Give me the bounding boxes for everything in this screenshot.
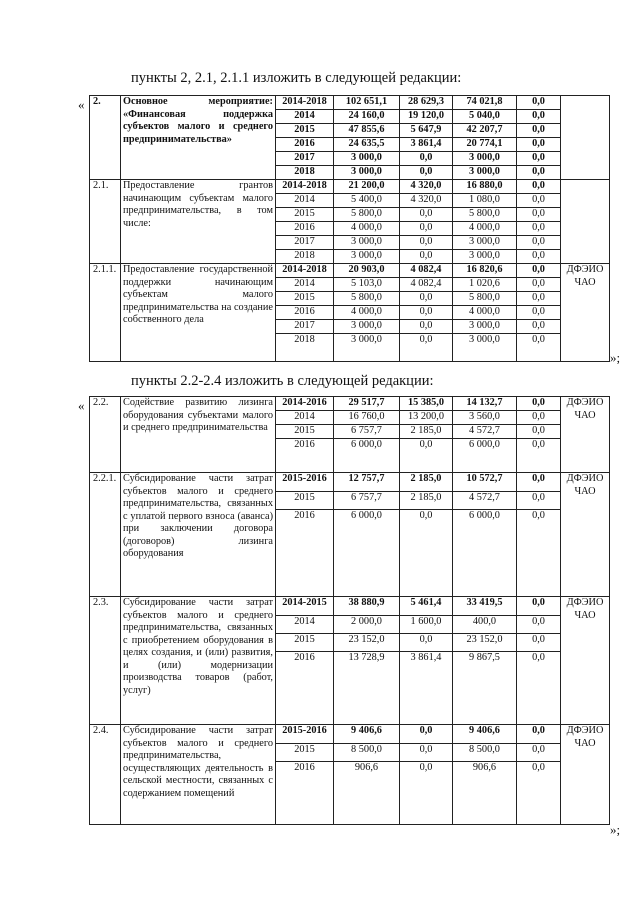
period-cell: 2015 bbox=[276, 744, 334, 762]
table-row bbox=[90, 725, 610, 744]
funding-cell: 0,0 bbox=[517, 744, 561, 762]
total-cell: 47 855,6 bbox=[334, 124, 400, 138]
funding-cell: 4 082,4 bbox=[400, 264, 453, 278]
funding-cell: 0,0 bbox=[517, 292, 561, 306]
funding-cell: 42 207,7 bbox=[453, 124, 517, 138]
total-cell: 3 000,0 bbox=[334, 250, 400, 264]
funding-cell: 8 500,0 bbox=[453, 744, 517, 762]
period-cell: 2015 bbox=[276, 208, 334, 222]
funding-cell: 3 000,0 bbox=[453, 250, 517, 264]
funding-cell: 0,0 bbox=[400, 250, 453, 264]
funding-cell: 3 000,0 bbox=[453, 236, 517, 250]
funding-cell: 0,0 bbox=[400, 306, 453, 320]
funding-cell: 0,0 bbox=[400, 320, 453, 334]
funding-cell: 3 000,0 bbox=[453, 152, 517, 166]
funding-cell: 9 406,6 bbox=[453, 725, 517, 744]
executor-cell: ДФЭИО ЧАО bbox=[561, 473, 610, 597]
funding-cell: 14 132,7 bbox=[453, 397, 517, 411]
period-cell: 2015-2016 bbox=[276, 725, 334, 744]
funding-cell: 20 774,1 bbox=[453, 138, 517, 152]
funding-cell: 1 600,0 bbox=[400, 616, 453, 634]
funding-cell: 13 200,0 bbox=[400, 411, 453, 425]
total-cell: 4 000,0 bbox=[334, 306, 400, 320]
funding-cell: 33 419,5 bbox=[453, 597, 517, 616]
funding-cell: 2 185,0 bbox=[400, 492, 453, 510]
period-cell: 2016 bbox=[276, 306, 334, 320]
funding-cell: 0,0 bbox=[517, 124, 561, 138]
funding-cell: 0,0 bbox=[517, 222, 561, 236]
funding-cell: 4 320,0 bbox=[400, 194, 453, 208]
funding-cell: 4 082,4 bbox=[400, 278, 453, 292]
funding-cell: 4 320,0 bbox=[400, 180, 453, 194]
total-cell: 24 635,5 bbox=[334, 138, 400, 152]
funding-cell: 0,0 bbox=[400, 634, 453, 652]
funding-cell: 19 120,0 bbox=[400, 110, 453, 124]
funding-cell: 0,0 bbox=[517, 725, 561, 744]
total-cell: 16 760,0 bbox=[334, 411, 400, 425]
item-description: Субсидирование части затрат субъектов малого и среднего предпринимательства, осуществляющих деятельность в сельской местности, связанных с содержанием помещений bbox=[121, 725, 276, 825]
funding-cell: 5 461,4 bbox=[400, 597, 453, 616]
funding-cell: 0,0 bbox=[517, 652, 561, 725]
table-row bbox=[90, 180, 610, 194]
period-cell: 2014-2016 bbox=[276, 397, 334, 411]
period-cell: 2018 bbox=[276, 166, 334, 180]
period-cell: 2015 bbox=[276, 492, 334, 510]
table-row bbox=[90, 473, 610, 492]
period-cell: 2016 bbox=[276, 762, 334, 825]
item-description: Субсидирование части затрат субъектов малого и среднего предпринимательства, связанных с уплатой первого взноса (аванса) при заключении договора (договоров) лизинга оборудования bbox=[121, 473, 276, 597]
funding-cell: 0,0 bbox=[517, 166, 561, 180]
funding-cell: 0,0 bbox=[517, 510, 561, 597]
total-cell: 38 880,9 bbox=[334, 597, 400, 616]
total-cell: 13 728,9 bbox=[334, 652, 400, 725]
executor-cell: ДФЭИО ЧАО bbox=[561, 397, 610, 473]
funding-cell: 0,0 bbox=[400, 222, 453, 236]
item-number: 2.1. bbox=[90, 180, 121, 264]
quote-close-2: »; bbox=[610, 822, 621, 837]
total-cell: 2 000,0 bbox=[334, 616, 400, 634]
funding-cell: 0,0 bbox=[517, 152, 561, 166]
period-cell: 2016 bbox=[276, 510, 334, 597]
funding-cell: 3 000,0 bbox=[453, 320, 517, 334]
funding-cell: 6 000,0 bbox=[453, 510, 517, 597]
period-cell: 2016 bbox=[276, 652, 334, 725]
total-cell: 24 160,0 bbox=[334, 110, 400, 124]
period-cell: 2015 bbox=[276, 634, 334, 652]
item-description: Предоставление государственной поддержки начинающим субъектам малого предпринимательства на создание собственного дела bbox=[121, 264, 276, 362]
item-description: Содействие развитию лизинга оборудования субъектами малого и среднего предпринимательства bbox=[121, 397, 276, 473]
funding-cell: 5 647,9 bbox=[400, 124, 453, 138]
total-cell: 3 000,0 bbox=[334, 236, 400, 250]
funding-cell: 28 629,3 bbox=[400, 96, 453, 110]
total-cell: 3 000,0 bbox=[334, 152, 400, 166]
total-cell: 906,6 bbox=[334, 762, 400, 825]
funding-cell: 0,0 bbox=[517, 320, 561, 334]
funding-cell: 10 572,7 bbox=[453, 473, 517, 492]
table-row bbox=[90, 397, 610, 411]
executor-cell bbox=[561, 180, 610, 264]
total-cell: 23 152,0 bbox=[334, 634, 400, 652]
funding-cell: 0,0 bbox=[517, 473, 561, 492]
total-cell: 102 651,1 bbox=[334, 96, 400, 110]
funding-cell: 16 820,6 bbox=[453, 264, 517, 278]
funding-cell: 0,0 bbox=[517, 194, 561, 208]
period-cell: 2017 bbox=[276, 152, 334, 166]
funding-cell: 0,0 bbox=[400, 725, 453, 744]
total-cell: 5 400,0 bbox=[334, 194, 400, 208]
funding-cell: 0,0 bbox=[400, 744, 453, 762]
item-number: 2.2. bbox=[90, 397, 121, 473]
funding-cell: 0,0 bbox=[517, 306, 561, 320]
funding-cell: 3 560,0 bbox=[453, 411, 517, 425]
item-number: 2.3. bbox=[90, 597, 121, 725]
funding-cell: 3 861,4 bbox=[400, 138, 453, 152]
item-number: 2.2.1. bbox=[90, 473, 121, 597]
period-cell: 2014 bbox=[276, 194, 334, 208]
funding-cell: 0,0 bbox=[517, 425, 561, 439]
funding-cell: 9 867,5 bbox=[453, 652, 517, 725]
period-cell: 2016 bbox=[276, 138, 334, 152]
item-number: 2. bbox=[90, 96, 121, 180]
total-cell: 20 903,0 bbox=[334, 264, 400, 278]
funding-cell: 400,0 bbox=[453, 616, 517, 634]
total-cell: 6 757,7 bbox=[334, 492, 400, 510]
total-cell: 3 000,0 bbox=[334, 320, 400, 334]
total-cell: 4 000,0 bbox=[334, 222, 400, 236]
total-cell: 6 000,0 bbox=[334, 510, 400, 597]
funding-cell: 2 185,0 bbox=[400, 473, 453, 492]
heading-section-2-2: пункты 2.2-2.4 изложить в следующей редакции: bbox=[131, 373, 434, 389]
funding-cell: 0,0 bbox=[400, 208, 453, 222]
period-cell: 2015-2016 bbox=[276, 473, 334, 492]
period-cell: 2015 bbox=[276, 292, 334, 306]
funding-cell: 2 185,0 bbox=[400, 425, 453, 439]
funding-cell: 0,0 bbox=[517, 278, 561, 292]
heading-section-2: пункты 2, 2.1, 2.1.1 изложить в следующей редакции: bbox=[131, 70, 462, 86]
funding-cell: 5 040,0 bbox=[453, 110, 517, 124]
funding-cell: 4 572,7 bbox=[453, 425, 517, 439]
measures-table-2 bbox=[89, 396, 610, 825]
total-cell: 5 800,0 bbox=[334, 208, 400, 222]
period-cell: 2014 bbox=[276, 110, 334, 124]
measures-table-1 bbox=[89, 95, 610, 362]
funding-cell: 0,0 bbox=[517, 411, 561, 425]
funding-cell: 16 880,0 bbox=[453, 180, 517, 194]
funding-cell: 0,0 bbox=[400, 292, 453, 306]
executor-cell: ДФЭИО ЧАО bbox=[561, 597, 610, 725]
period-cell: 2017 bbox=[276, 320, 334, 334]
period-cell: 2015 bbox=[276, 425, 334, 439]
total-cell: 21 200,0 bbox=[334, 180, 400, 194]
funding-cell: 0,0 bbox=[517, 96, 561, 110]
funding-cell: 0,0 bbox=[517, 439, 561, 473]
funding-cell: 0,0 bbox=[517, 110, 561, 124]
funding-cell: 4 572,7 bbox=[453, 492, 517, 510]
funding-cell: 3 000,0 bbox=[453, 166, 517, 180]
funding-cell: 906,6 bbox=[453, 762, 517, 825]
funding-cell: 6 000,0 bbox=[453, 439, 517, 473]
funding-cell: 1 080,0 bbox=[453, 194, 517, 208]
item-description: Основное мероприятие: «Финансовая поддержка субъектов малого и среднего предпринимательства» bbox=[121, 96, 276, 180]
period-cell: 2014-2018 bbox=[276, 264, 334, 278]
funding-cell: 4 000,0 bbox=[453, 306, 517, 320]
funding-cell: 0,0 bbox=[517, 597, 561, 616]
funding-cell: 0,0 bbox=[400, 152, 453, 166]
funding-cell: 0,0 bbox=[517, 492, 561, 510]
total-cell: 6 757,7 bbox=[334, 425, 400, 439]
funding-cell: 0,0 bbox=[517, 180, 561, 194]
period-cell: 2014-2018 bbox=[276, 96, 334, 110]
funding-cell: 0,0 bbox=[400, 166, 453, 180]
funding-cell: 0,0 bbox=[517, 334, 561, 362]
period-cell: 2015 bbox=[276, 124, 334, 138]
period-cell: 2016 bbox=[276, 222, 334, 236]
quote-close-1: »; bbox=[610, 350, 621, 365]
period-cell: 2014 bbox=[276, 411, 334, 425]
funding-cell: 0,0 bbox=[400, 439, 453, 473]
table-row bbox=[90, 597, 610, 616]
executor-cell: ДФЭИО ЧАО bbox=[561, 264, 610, 362]
funding-cell: 1 020,6 bbox=[453, 278, 517, 292]
funding-cell: 0,0 bbox=[517, 264, 561, 278]
quote-open-2: « bbox=[78, 398, 85, 413]
funding-cell: 0,0 bbox=[517, 397, 561, 411]
total-cell: 3 000,0 bbox=[334, 334, 400, 362]
item-number: 2.1.1. bbox=[90, 264, 121, 362]
item-description: Субсидирование части затрат субъектов малого и среднего предпринимательства, связанных с приобретением оборудования в целях создания, и (или) развития, и (или) модернизации производства товаров (работ, услуг) bbox=[121, 597, 276, 725]
funding-cell: 23 152,0 bbox=[453, 634, 517, 652]
table-row bbox=[90, 264, 610, 278]
period-cell: 2014 bbox=[276, 616, 334, 634]
funding-cell: 5 800,0 bbox=[453, 208, 517, 222]
total-cell: 6 000,0 bbox=[334, 439, 400, 473]
funding-cell: 5 800,0 bbox=[453, 292, 517, 306]
funding-cell: 0,0 bbox=[400, 510, 453, 597]
funding-cell: 0,0 bbox=[517, 236, 561, 250]
period-cell: 2016 bbox=[276, 439, 334, 473]
funding-cell: 0,0 bbox=[400, 334, 453, 362]
total-cell: 9 406,6 bbox=[334, 725, 400, 744]
period-cell: 2014 bbox=[276, 278, 334, 292]
total-cell: 29 517,7 bbox=[334, 397, 400, 411]
funding-cell: 15 385,0 bbox=[400, 397, 453, 411]
funding-cell: 3 861,4 bbox=[400, 652, 453, 725]
funding-cell: 0,0 bbox=[517, 634, 561, 652]
item-description: Предоставление грантов начинающим субъектам малого предпринимательства, в том числе: bbox=[121, 180, 276, 264]
funding-cell: 0,0 bbox=[400, 762, 453, 825]
funding-cell: 74 021,8 bbox=[453, 96, 517, 110]
table-row bbox=[90, 96, 610, 110]
funding-cell: 0,0 bbox=[517, 138, 561, 152]
funding-cell: 3 000,0 bbox=[453, 334, 517, 362]
total-cell: 3 000,0 bbox=[334, 166, 400, 180]
funding-cell: 4 000,0 bbox=[453, 222, 517, 236]
funding-cell: 0,0 bbox=[517, 208, 561, 222]
quote-open-1: « bbox=[78, 97, 85, 112]
funding-cell: 0,0 bbox=[517, 616, 561, 634]
period-cell: 2018 bbox=[276, 250, 334, 264]
funding-cell: 0,0 bbox=[400, 236, 453, 250]
total-cell: 5 103,0 bbox=[334, 278, 400, 292]
item-number: 2.4. bbox=[90, 725, 121, 825]
executor-cell: ДФЭИО ЧАО bbox=[561, 725, 610, 825]
period-cell: 2014-2018 bbox=[276, 180, 334, 194]
total-cell: 8 500,0 bbox=[334, 744, 400, 762]
total-cell: 12 757,7 bbox=[334, 473, 400, 492]
period-cell: 2018 bbox=[276, 334, 334, 362]
executor-cell bbox=[561, 96, 610, 180]
total-cell: 5 800,0 bbox=[334, 292, 400, 306]
funding-cell: 0,0 bbox=[517, 762, 561, 825]
period-cell: 2017 bbox=[276, 236, 334, 250]
period-cell: 2014-2015 bbox=[276, 597, 334, 616]
funding-cell: 0,0 bbox=[517, 250, 561, 264]
